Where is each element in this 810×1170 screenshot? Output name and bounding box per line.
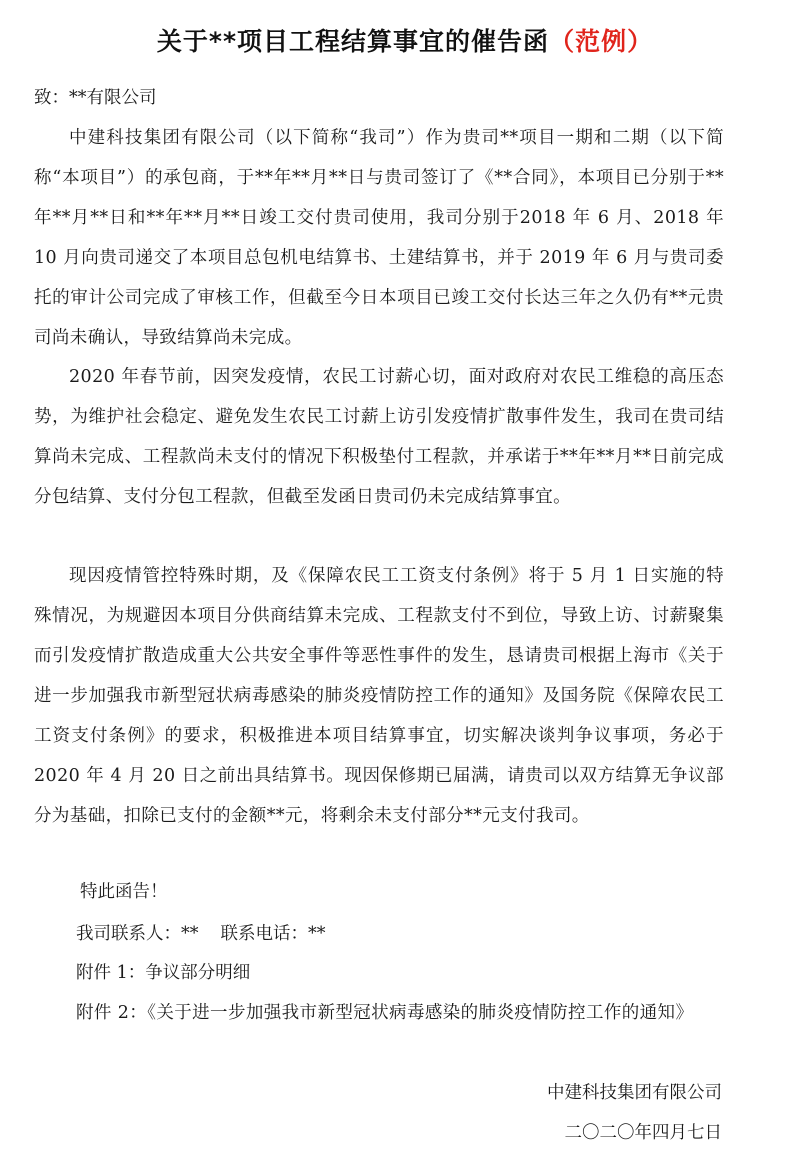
addressee: 致：**有限公司 — [34, 88, 157, 108]
contact-line — [76, 914, 326, 954]
signature-company: 中建科技集团有限公司 — [547, 1083, 722, 1103]
title-main: 关于**项目工程结算事宜的催告函 — [156, 27, 550, 56]
title-example-tag: （范例） — [549, 27, 654, 56]
paragraph-2: 2020 年春节前，因突发疫情，农民工讨薪心切，面对政府对农民工维稳的高压态势，为维护社会稳定、避免发生农民工讨薪上访引发疫情扩散事件发生，我司在贵司结算尚未完成、工程款尚未支付的情况下积极垫付工程款，并承诺于**年**月**日前完成分包结算、支付分包工程款，但截至发函日贵司仍未完成结算事宜。 — [34, 367, 724, 507]
contact-person: 我司联系人：** — [76, 924, 199, 944]
closing-text: 特此函告！ — [80, 882, 168, 902]
paragraph-3: 现因疫情管控特殊时期，及《保障农民工工资支付条例》将于 5 月 1 日实施的特殊情况，为规避因本项目分供商结算未完成、工程款支付不到位，导致上访、讨薪聚集而引发疫情扩散造成重大公共安全事件等恶性事件的发生，恳请贵司根据上海市《关于进一步加强我市新型冠状病毒感染的肺炎疫情防控工作的通知》及国务院《保障农民工工资支付条例》的要求，积极推进本项目结算事宜，切实解决谈判争议事项，务必于 2020 年 4 月 20 日之前出具结算书。现因保修期已届满，请贵司以双方结算无争议部分为基础，扣除已支付的金额**元，将剩余未支付部分**元支付我司。 — [34, 566, 724, 826]
attachment-2: 附件 2：《关于进一步加强我市新型冠状病毒感染的肺炎疫情防控工作的通知》 — [76, 1003, 694, 1023]
signature-date: 二〇二〇年四月七日 — [564, 1123, 722, 1143]
paragraph-1: 中建科技集团有限公司（以下简称“我司”）作为贵司**项目一期和二期（以下简称“本项目”）的承包商，于**年**月**日与贵司签订了《**合同》，本项目已分别于**年**月**日和**年**月**日竣工交付贵司使用，我司分别于2018 年 6 月、2018 年 10 月向贵司递交了本项目总包机电结算书、土建结算书，并于 2019 年 6 月与贵司委托的审计公司完成了审核工作，但截至今日本项目已竣工交付长达三年之久仍有**元贵司尚未确认，导致结算尚未完成。 — [34, 128, 724, 348]
attachment-1: 附件 1：争议部分明细 — [76, 963, 251, 983]
page-title — [0, 22, 810, 58]
contact-phone: 联系电话：** — [220, 924, 326, 944]
